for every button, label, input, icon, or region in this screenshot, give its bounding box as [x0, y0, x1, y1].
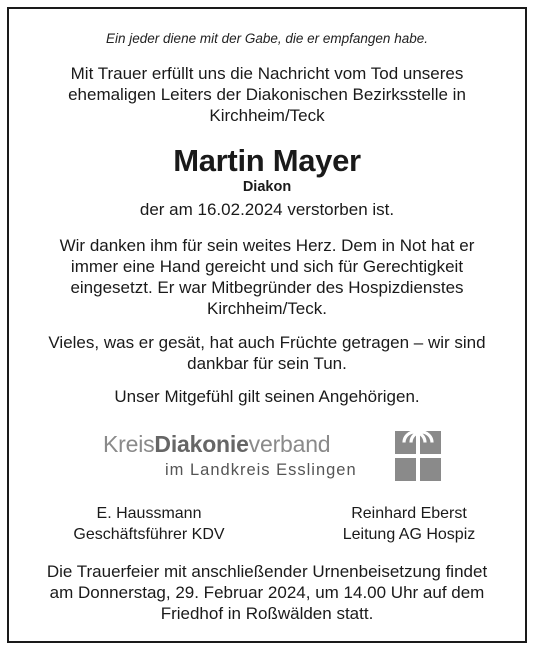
kreisdiakonieverband-logo	[103, 431, 443, 489]
thanks-line: eingesetzt. Er war Mitbegründer des Hospizdienstes	[70, 278, 464, 297]
sown-line: Vieles, was er gesät, hat auch Früchte getragen – wir sind	[48, 333, 486, 352]
signatory-name: Reinhard Eberst	[351, 505, 467, 522]
signatory-name: E. Haussmann	[96, 505, 202, 522]
sympathy-line: Unser Mitgefühl gilt seinen Angehörigen.	[114, 387, 420, 406]
motto-text: Ein jeder diene mit der Gabe, die er empfangen habe.	[106, 31, 428, 46]
funeral-line: Friedhof in Roßwälden statt.	[160, 604, 374, 623]
sown-paragraph	[9, 332, 525, 374]
funeral-line: Die Trauerfeier mit anschließender Urnenbeisetzung findet	[46, 562, 488, 581]
diakonie-cross-icon	[395, 431, 441, 481]
obituary-notice	[7, 7, 527, 643]
logo-word-verband: verband	[248, 431, 331, 457]
deceased-name: Martin Mayer	[173, 143, 361, 178]
thanks-line: immer eine Hand gereicht und sich für Gerechtigkeit	[70, 257, 464, 276]
deceased-title: Diakon	[242, 179, 292, 195]
signatory-role: Leitung AG Hospiz	[342, 526, 476, 543]
intro-line: Mit Trauer erfüllt uns die Nachricht vom Tod unseres	[70, 64, 464, 83]
logo-wordmark	[103, 431, 330, 458]
logo-subline: im Landkreis Esslingen	[165, 461, 357, 479]
funeral-paragraph	[9, 561, 525, 624]
sown-line: dankbar für sein Tun.	[187, 354, 347, 373]
funeral-line: am Donnerstag, 29. Februar 2024, um 14.00 Uhr auf dem	[49, 583, 485, 602]
thanks-line: Wir danken ihm für sein weites Herz. Dem in Not hat er	[59, 236, 475, 255]
intro-line: ehemaligen Leiters der Diakonischen Bezirksstelle in	[68, 85, 466, 104]
death-line: der am 16.02.2024 verstorben ist.	[139, 200, 395, 219]
intro-paragraph	[9, 63, 525, 126]
thanks-paragraph	[9, 235, 525, 319]
thanks-line: Kirchheim/Teck.	[207, 299, 327, 318]
intro-line: Kirchheim/Teck	[209, 106, 325, 125]
logo-word-kreis: Kreis	[103, 431, 155, 457]
signatory-role: Geschäftsführer KDV	[73, 526, 225, 543]
logo-word-diakonie: Diakonie	[154, 431, 249, 457]
signatory-right	[319, 503, 499, 545]
signatory-left	[49, 503, 249, 545]
